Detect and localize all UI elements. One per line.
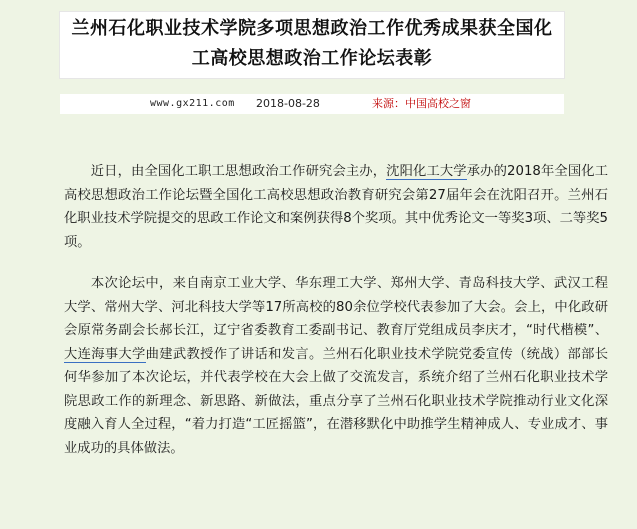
paragraph-2-text-b: 曲建武教授作了讲话和发言。兰州石化职业技术学院党委宣传（统战）部部长何华参加了本次论坛，并代表学校在大会上做了交流发言，系统介绍了兰州石化职业技术学院思政工作的新理念、新思路、新做法，重点分享了兰州石化职业技术学院推动行业文化深度融入育人全过程，“着力打造“工匠摇篮”，在潜移默化中助推学生精神成人、专业成才、事业成功的具体做法。 bbox=[64, 346, 609, 456]
link-dalian-maritime-university[interactable]: 大连海事大学 bbox=[64, 346, 146, 362]
paragraph-1 bbox=[64, 160, 608, 254]
article-title bbox=[60, 12, 564, 78]
paragraph-1-text-a: 近日，由全国化工职工思想政治工作研究会主办， bbox=[90, 164, 387, 179]
title-line-2: 工高校思想政治工作论坛表彰 bbox=[191, 48, 433, 69]
article-meta-bar bbox=[60, 94, 564, 114]
paragraph-indent bbox=[64, 276, 91, 291]
title-line-1: 兰州石化职业技术学院多项思想政治工作优秀成果获全国化 bbox=[71, 18, 553, 39]
link-shenyang-university-of-chemical-technology[interactable]: 沈阳化工大学 bbox=[386, 164, 467, 179]
publish-date: 2018-08-28 bbox=[256, 97, 320, 110]
article-source: 来源：中国高校之窗 bbox=[372, 97, 471, 110]
site-url: www.gx211.com bbox=[150, 98, 235, 109]
paragraph-2 bbox=[64, 272, 608, 460]
paragraph-2-text-a: 本次论坛中，来自南京工业大学、华东理工大学、郑州大学、青岛科技大学、武汉工程大学、常州大学、河北科技大学等17所高校的80余位学校代表参加了大会。会上，中化政研会原常务副会长郝长江，辽宁省委教育工委副书记、教育厅党组成员李庆才，“时代楷模”、 bbox=[64, 276, 608, 338]
paragraph-indent bbox=[64, 164, 91, 179]
paragraph-1-text-b: 承办的2018年全国化工高校思想政治工作论坛暨全国化工高校思想政治教育研究会第27届年会在沈阳召开。兰州石化职业技术学院提交的思政工作论文和案例获得8个奖项。其中优秀论文一等奖3项、二等奖5项。 bbox=[64, 164, 609, 250]
article-body bbox=[64, 160, 608, 478]
